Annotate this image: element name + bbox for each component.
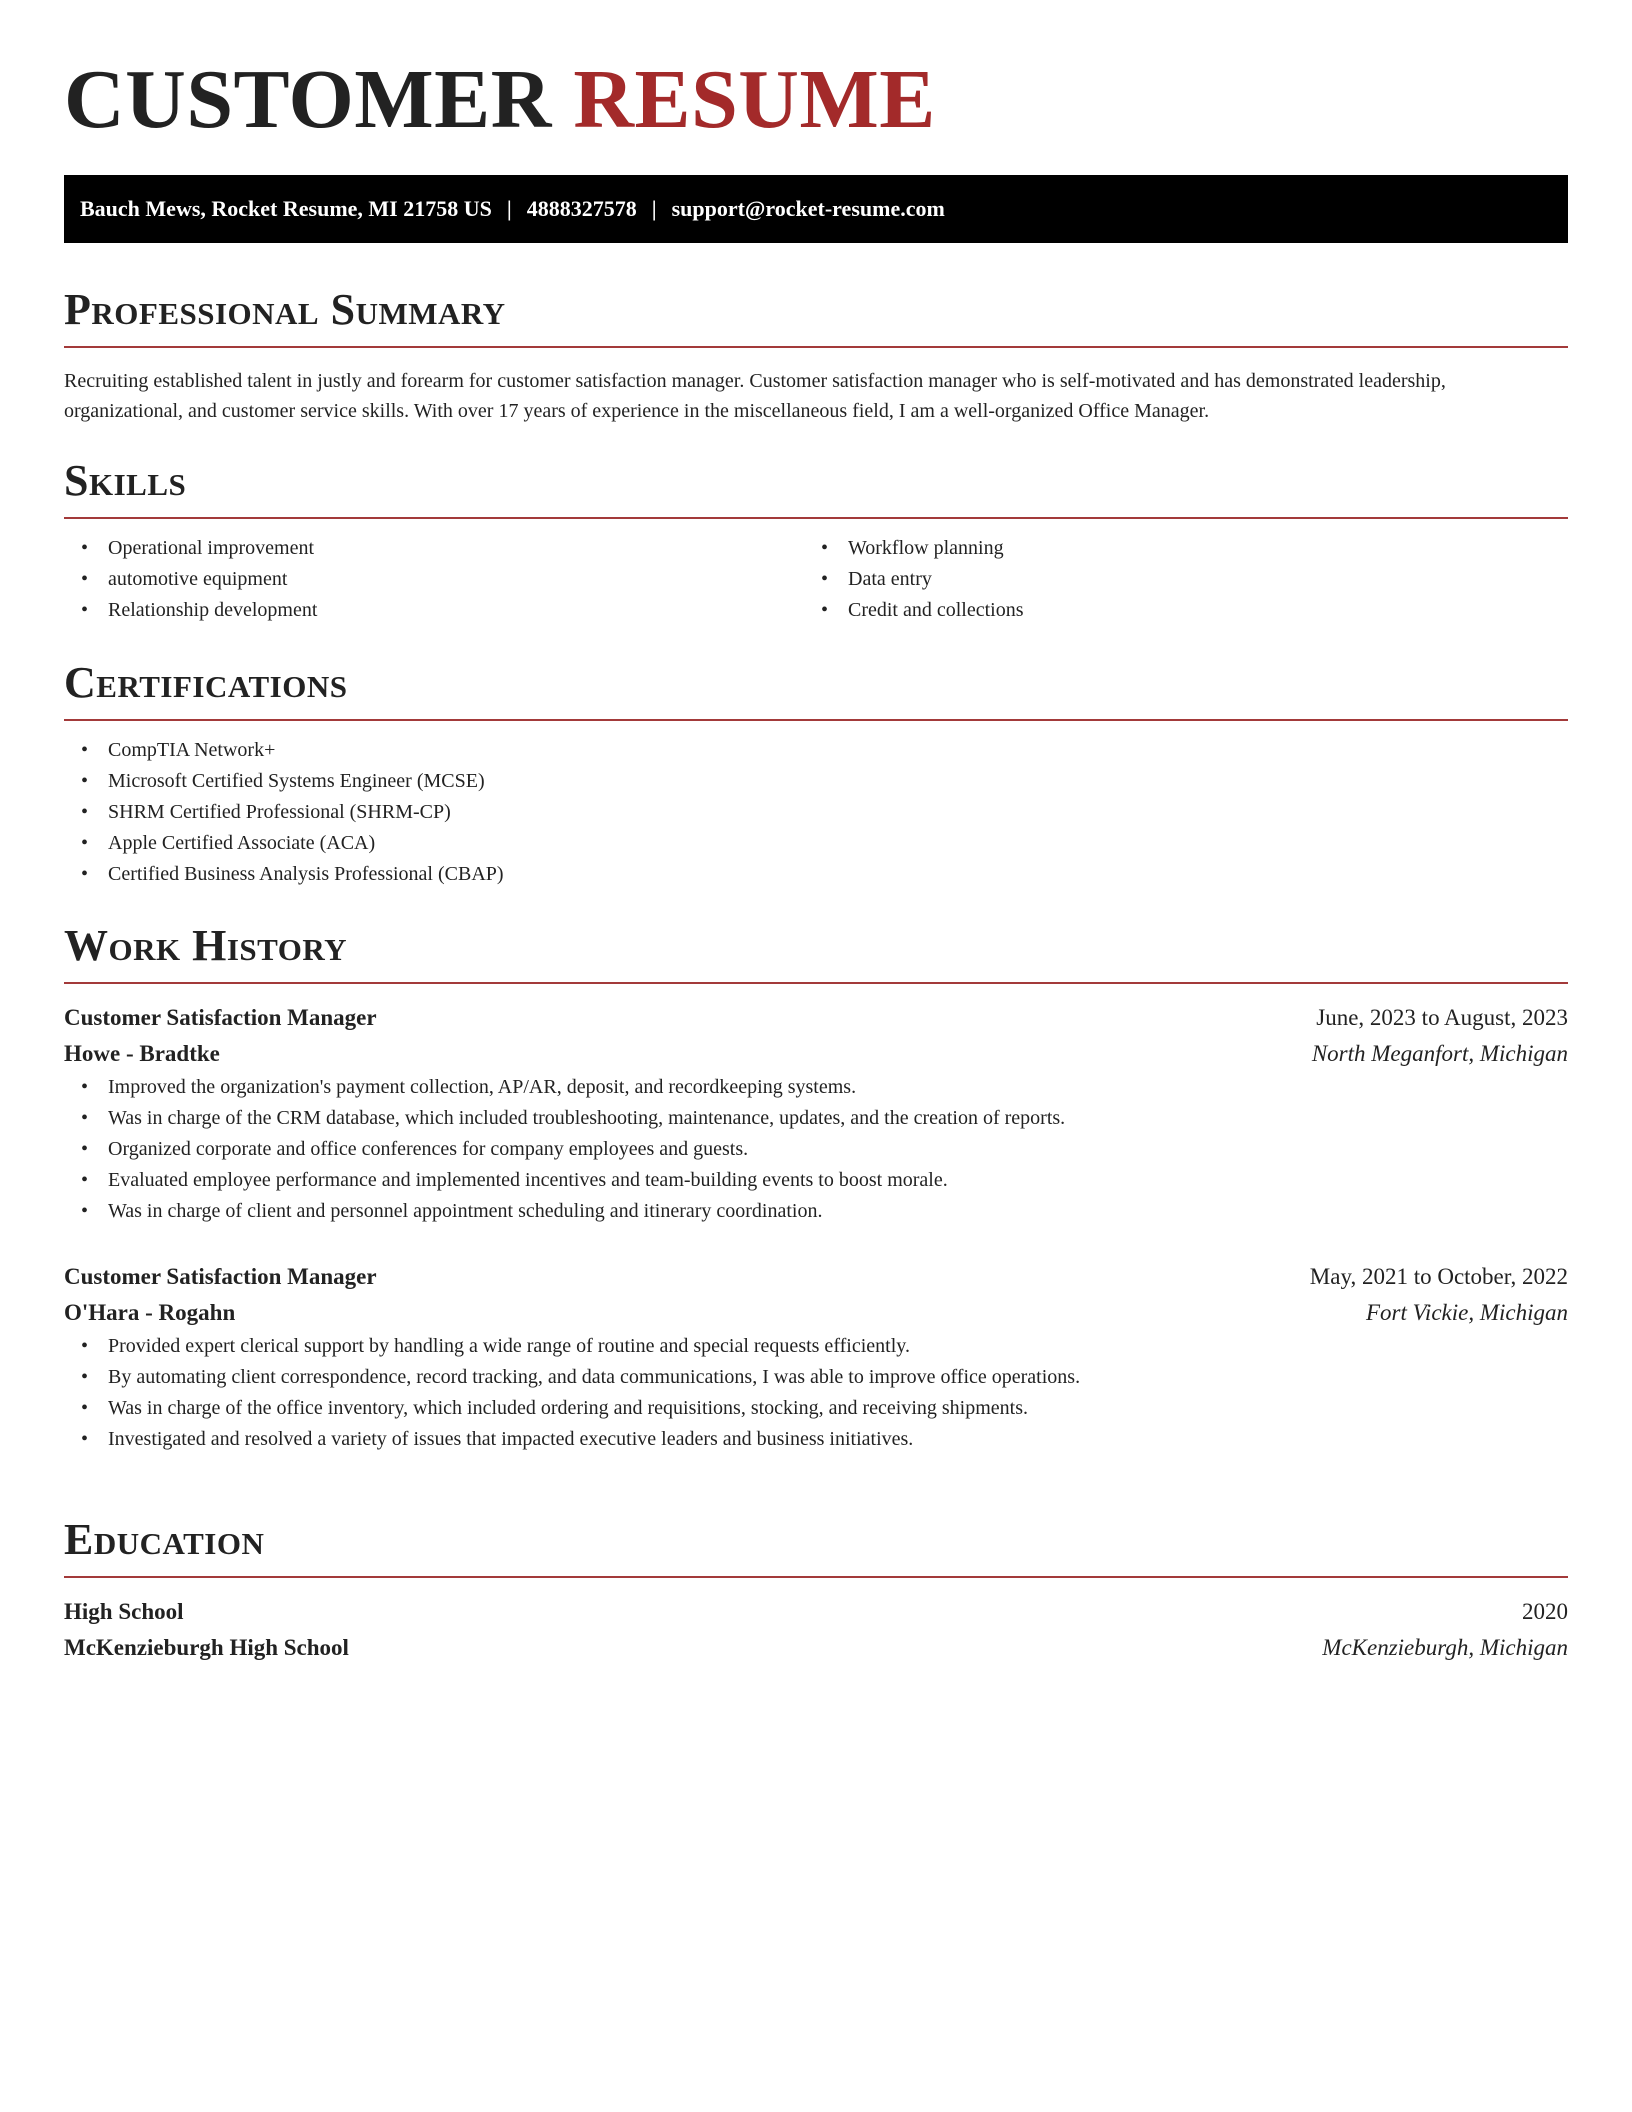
last-name: RESUME — [573, 53, 936, 146]
section-divider — [64, 517, 1568, 519]
contact-separator: | — [651, 196, 657, 221]
job-entry — [64, 1000, 1568, 1227]
job-duty-item: • Improved the organization's payment collection, AP/AR, deposit, and recordkeeping systems. — [64, 1072, 1568, 1103]
resume-name — [64, 0, 1568, 145]
skill-item: • automotive equipment — [64, 564, 804, 595]
job-duty-item: • Was in charge of the CRM database, which included troubleshooting, maintenance, updates, and the creation of reports. — [64, 1103, 1568, 1134]
work-history-section — [64, 918, 1568, 1455]
job-duty-item: • Provided expert clerical support by handling a wide range of routine and special requests efficiently. — [64, 1331, 1568, 1362]
education-heading: Education — [64, 1515, 265, 1564]
certifications-section — [64, 655, 1568, 890]
job-header-row — [64, 1000, 1568, 1036]
skill-item: • Relationship development — [64, 595, 804, 626]
job-duties-list — [64, 1331, 1568, 1455]
job-title: Customer Satisfaction Manager — [64, 1264, 377, 1289]
skill-item: • Credit and collections — [804, 595, 1544, 626]
education-school: McKenzieburgh High School — [64, 1635, 349, 1660]
job-duty-item: • Evaluated employee performance and implemented incentives and team-building events to boost morale. — [64, 1165, 1568, 1196]
skills-grid — [64, 533, 1568, 626]
job-company: Howe - Bradtke — [64, 1041, 220, 1066]
education-location: McKenzieburgh, Michigan — [1322, 1635, 1568, 1660]
work-history-heading: Work History — [64, 921, 348, 970]
skills-heading: Skills — [64, 456, 187, 505]
job-duty-item: • By automating client correspondence, record tracking, and data communications, I was able to improve office operations. — [64, 1362, 1568, 1393]
section-divider — [64, 982, 1568, 984]
section-divider — [64, 719, 1568, 721]
certification-item: • Certified Business Analysis Professional (CBAP) — [64, 859, 1568, 890]
summary-heading: Professional Summary — [64, 285, 506, 334]
job-title: Customer Satisfaction Manager — [64, 1005, 377, 1030]
job-location: North Meganfort, Michigan — [1311, 1041, 1568, 1066]
education-degree: High School — [64, 1599, 184, 1624]
skills-list-left — [64, 533, 804, 626]
job-company-row — [64, 1295, 1568, 1331]
summary-section — [64, 282, 1568, 426]
first-name: CUSTOMER — [64, 53, 552, 146]
contact-address: Bauch Mews, Rocket Resume, MI 21758 US — [80, 196, 492, 221]
contact-separator: | — [506, 196, 512, 221]
certification-item: • Microsoft Certified Systems Engineer (MCSE) — [64, 766, 1568, 797]
contact-phone: 4888327578 — [526, 196, 637, 221]
section-divider — [64, 1576, 1568, 1578]
contact-email: support@rocket-resume.com — [671, 196, 945, 221]
education-header-row — [64, 1594, 1568, 1630]
job-header-row — [64, 1259, 1568, 1295]
section-divider — [64, 346, 1568, 348]
skills-list-right — [804, 533, 1544, 626]
job-company-row — [64, 1036, 1568, 1072]
education-entry — [64, 1594, 1568, 1666]
skills-section — [64, 453, 1568, 626]
job-duties-list — [64, 1072, 1568, 1227]
job-dates: May, 2021 to October, 2022 — [1309, 1264, 1568, 1289]
certification-item: • SHRM Certified Professional (SHRM-CP) — [64, 797, 1568, 828]
skill-item: • Operational improvement — [64, 533, 804, 564]
job-entry — [64, 1259, 1568, 1455]
education-school-row — [64, 1630, 1568, 1666]
skill-item: • Data entry — [804, 564, 1544, 595]
job-duty-item: • Organized corporate and office conferences for company employees and guests. — [64, 1134, 1568, 1165]
education-section — [64, 1512, 1568, 1666]
job-company: O'Hara - Rogahn — [64, 1300, 236, 1325]
job-location: Fort Vickie, Michigan — [1365, 1300, 1568, 1325]
job-duty-item: • Investigated and resolved a variety of issues that impacted executive leaders and business initiatives. — [64, 1424, 1568, 1455]
education-year: 2020 — [1522, 1599, 1568, 1624]
certifications-heading: Certifications — [64, 658, 348, 707]
skill-item: • Workflow planning — [804, 533, 1544, 564]
job-duty-item: • Was in charge of the office inventory, which included ordering and requisitions, stocking, and receiving shipments. — [64, 1393, 1568, 1424]
certification-item: • CompTIA Network+ — [64, 735, 1568, 766]
summary-text: Recruiting established talent in justly and forearm for customer satisfaction manager. Customer satisfaction manager who is self-motivated and has demonstrated leadership, organizational, and customer service skills. With over 17 years of experience in the miscellaneous field, I am a well-organized Office Manager. — [64, 370, 1446, 422]
job-dates: June, 2023 to August, 2023 — [1316, 1005, 1568, 1030]
contact-bar — [64, 175, 1568, 243]
certifications-list — [64, 735, 1568, 890]
job-duty-item: • Was in charge of client and personnel appointment scheduling and itinerary coordination. — [64, 1196, 1568, 1227]
certification-item: • Apple Certified Associate (ACA) — [64, 828, 1568, 859]
